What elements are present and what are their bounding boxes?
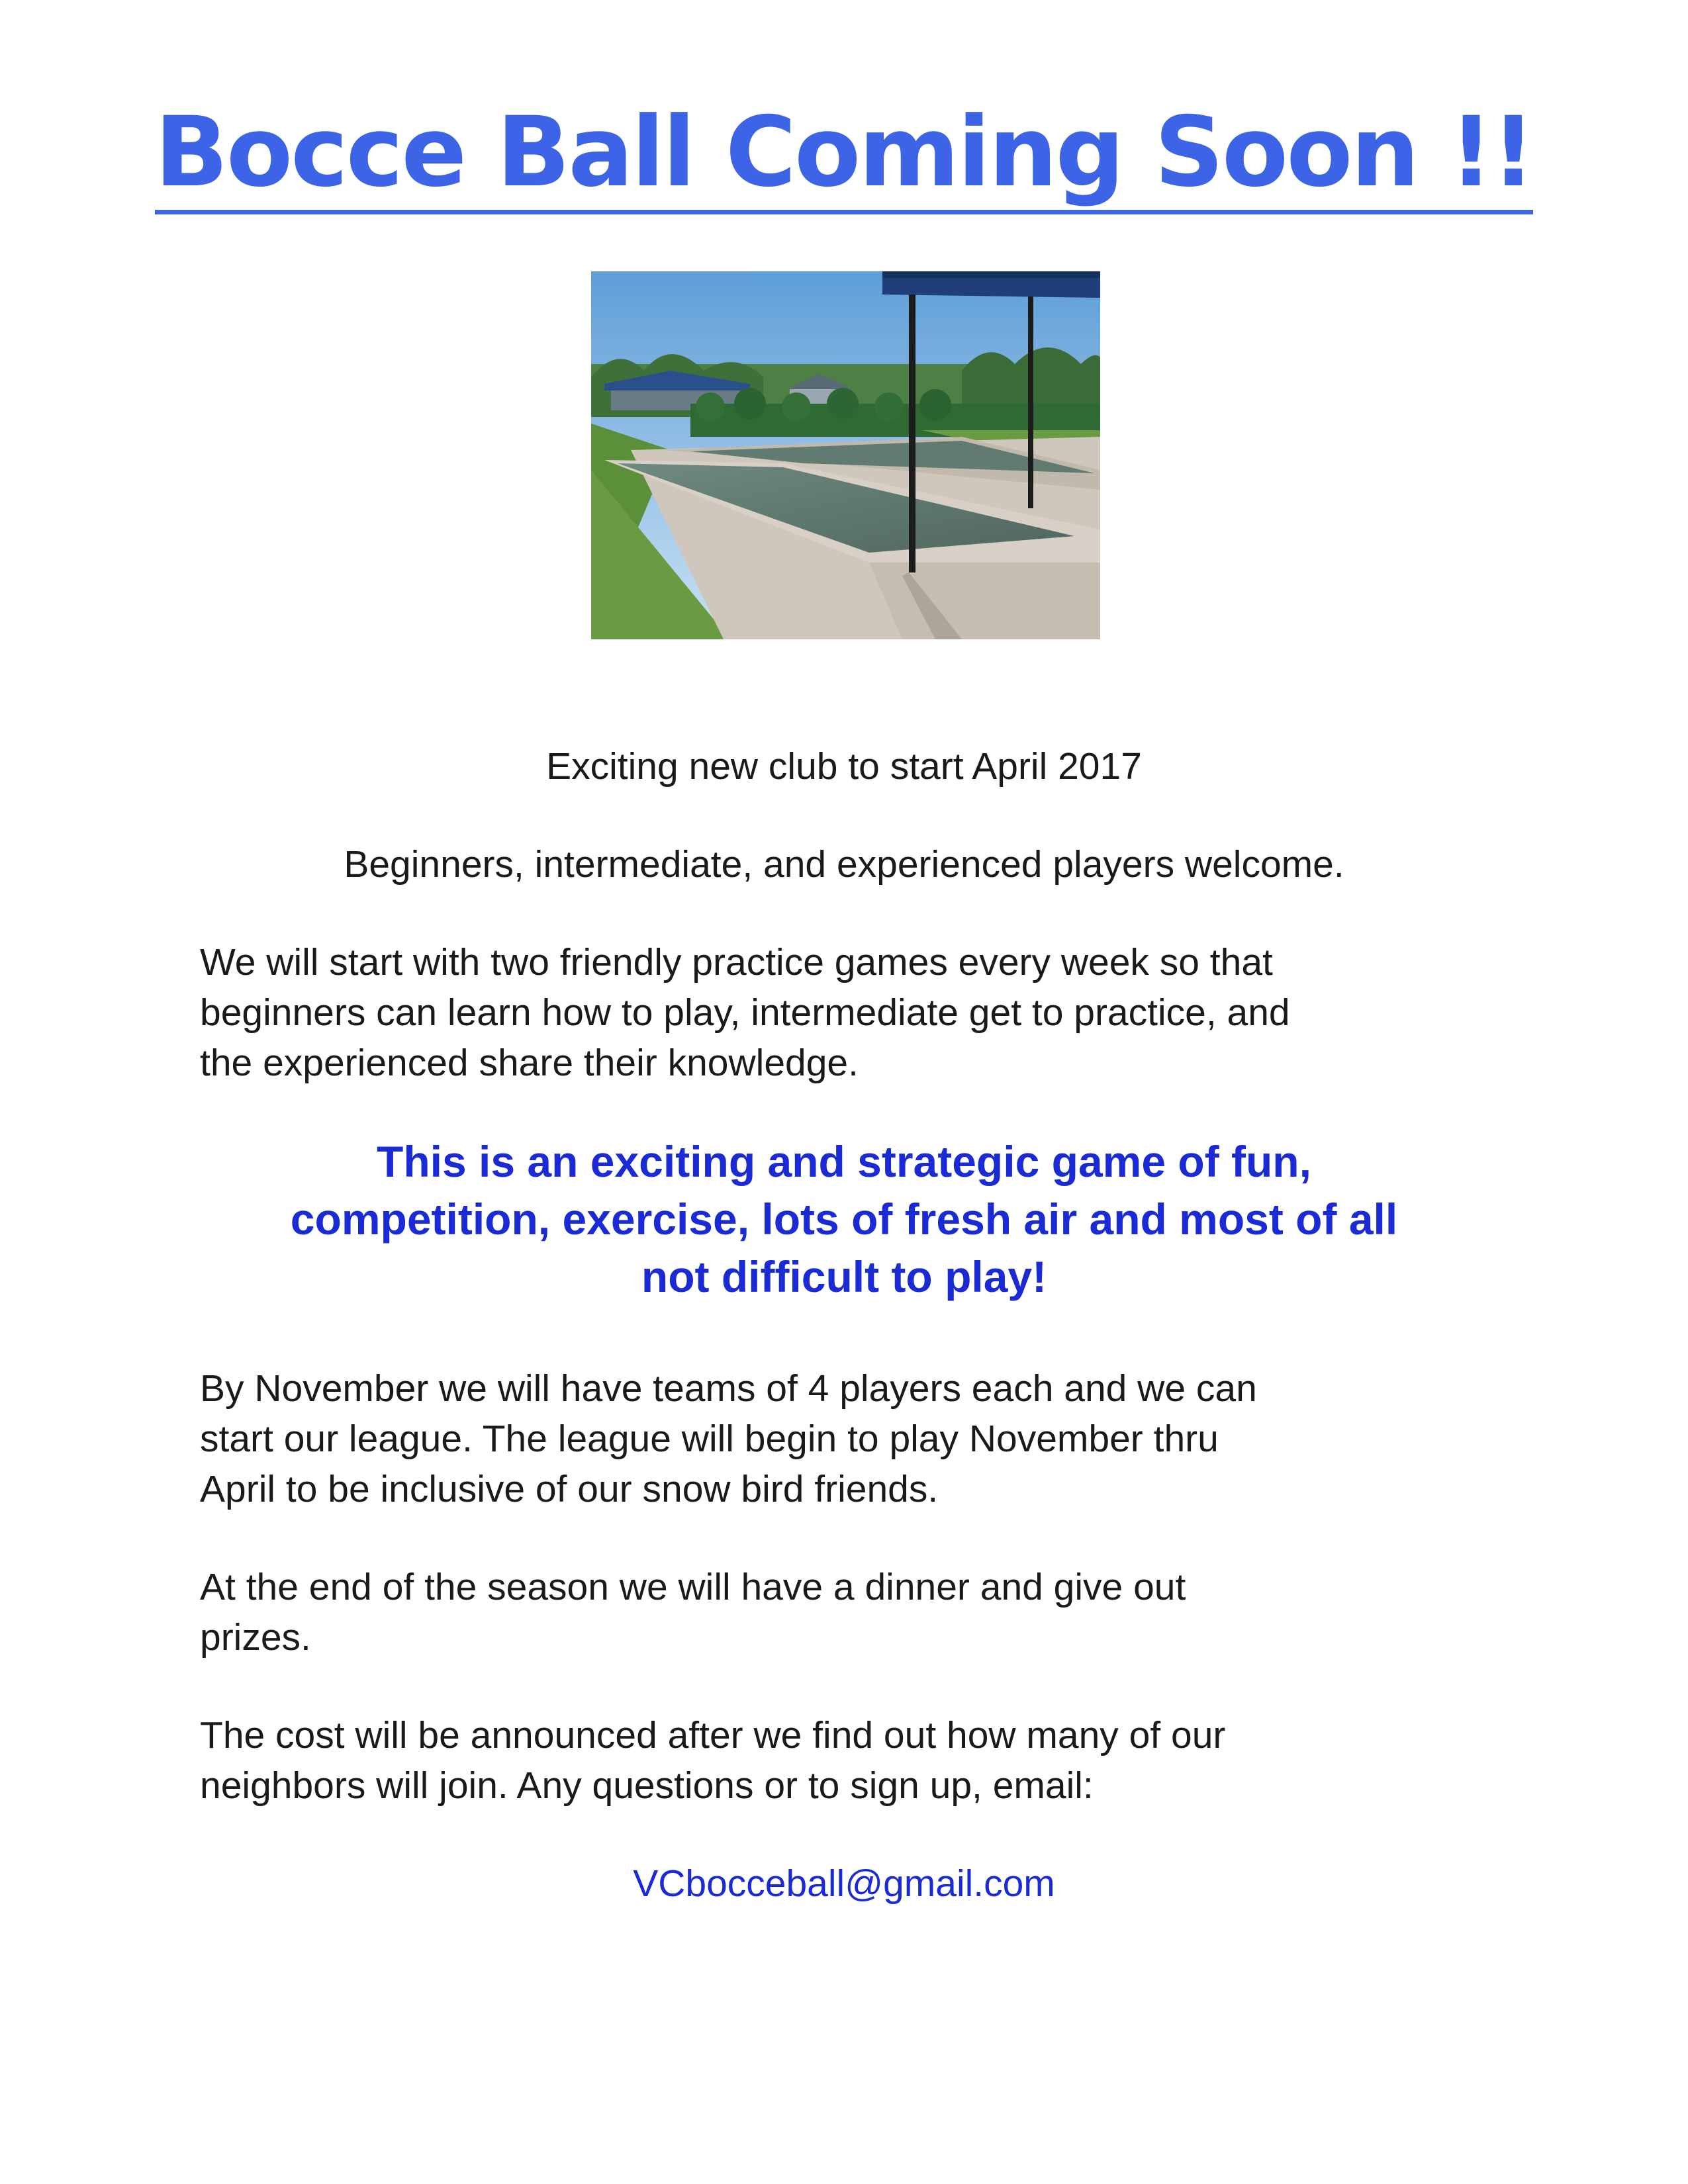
- league-line-3: April to be inclusive of our snow bird friends.: [200, 1468, 939, 1510]
- highlight-line-3: not difficult to play!: [641, 1252, 1047, 1301]
- bocce-court-photo-icon: [591, 271, 1100, 639]
- cost-line-2: neighbors will join. Any questions or to sign up, email:: [200, 1764, 1094, 1807]
- league-line-1: By November we will have teams of 4 players each and we can: [200, 1367, 1257, 1410]
- intro-start-text: Exciting new club to start April 2017: [546, 745, 1142, 788]
- highlight-line-1: This is an exciting and strategic game of fun,: [377, 1137, 1311, 1186]
- flyer-title: [0, 96, 1688, 208]
- season-end-line-2: prizes.: [200, 1616, 311, 1659]
- practice-line-1: We will start with two friendly practice games every week so that: [200, 941, 1273, 983]
- practice-line-3: the experienced share their knowledge.: [200, 1042, 859, 1084]
- intro-welcome-text: Beginners, intermediate, and experienced players welcome.: [344, 843, 1344, 886]
- highlight-line-2: competition, exercise, lots of fresh air and most of all: [290, 1195, 1398, 1244]
- flyer-title-text: Bocce Ball Coming Soon !!: [155, 96, 1534, 214]
- signup-email-link[interactable]: VCbocceball@gmail.com: [633, 1862, 1055, 1905]
- bocce-court-photo: [591, 271, 1100, 639]
- practice-line-2: beginners can learn how to play, intermediate get to practice, and: [200, 991, 1290, 1034]
- season-end-line-1: At the end of the season we will have a dinner and give out: [200, 1566, 1186, 1608]
- cost-line-1: The cost will be announced after we find out how many of our: [200, 1714, 1226, 1756]
- league-line-2: start our league. The league will begin to play November thru: [200, 1418, 1219, 1460]
